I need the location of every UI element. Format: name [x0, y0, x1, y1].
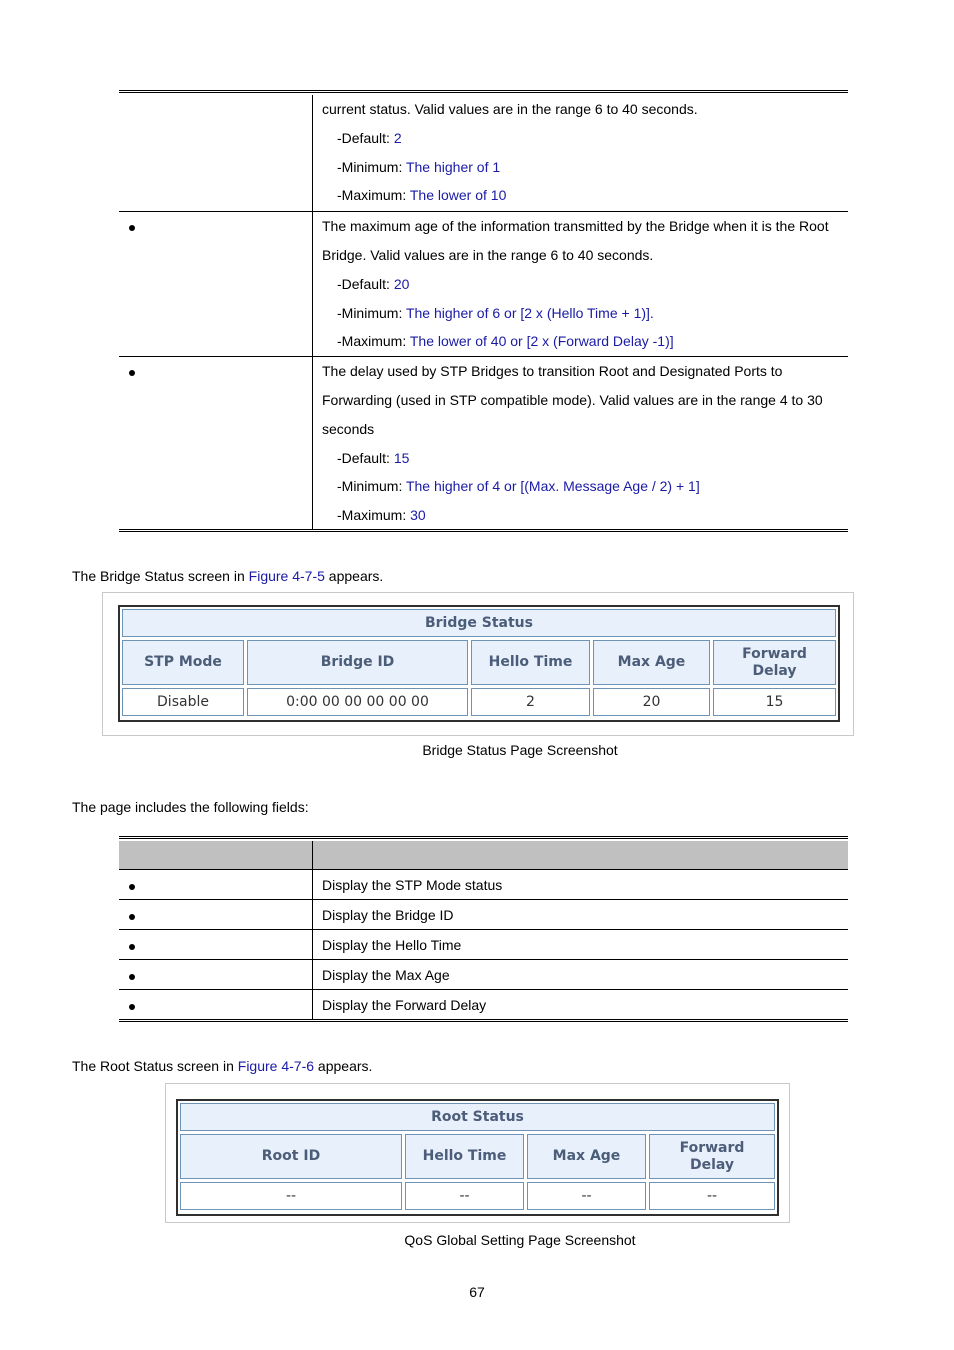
fields-header-row	[119, 841, 848, 870]
param-desc-line: Forwarding (used in STP compatible mode). Valid values are in the range 4 to 30	[322, 391, 823, 408]
value-hello-time: 2	[471, 688, 590, 716]
param-desc-line: seconds	[322, 420, 375, 437]
bridge-intro-text: The Bridge Status screen in Figure 4-7-5 appears.	[72, 568, 384, 584]
root-status-screenshot	[165, 1083, 790, 1223]
value-max-age: 20	[593, 688, 710, 716]
header-forward-delay: Forward Delay	[649, 1134, 775, 1179]
param-name-cell	[119, 95, 313, 212]
value-bridge-id: 0:00 00 00 00 00 00	[247, 688, 468, 716]
header-stp-mode: STP Mode	[122, 640, 244, 685]
header-max-age: Max Age	[527, 1134, 646, 1179]
param-row-forward-delay	[119, 357, 848, 530]
param-desc-line: The delay used by STP Bridges to transition Root and Designated Ports to	[322, 363, 783, 380]
header-hello-time: Hello Time	[405, 1134, 524, 1179]
param-name-cell	[119, 212, 313, 357]
value-max-age: --	[527, 1182, 646, 1210]
bridge-status-title: Bridge Status	[122, 609, 836, 637]
header-root-id: Root ID	[180, 1134, 402, 1179]
param-desc-cell	[313, 95, 849, 212]
param-minimum: -Minimum: The higher of 4 or [(Max. Message Age / 2) + 1]	[337, 478, 700, 495]
value-stp-mode: Disable	[122, 688, 244, 716]
table-bottom-rule	[119, 529, 848, 532]
bullet-icon	[129, 1004, 135, 1010]
header-forward-delay: Forward Delay	[713, 640, 836, 685]
header-hello-time: Hello Time	[471, 640, 590, 685]
table-row: Display the Bridge ID	[119, 900, 848, 930]
fields-table-bottom-rule	[119, 1019, 848, 1022]
param-desc-cell	[313, 357, 849, 530]
param-maximum: -Maximum: The lower of 10	[337, 187, 507, 204]
header-max-age: Max Age	[593, 640, 710, 685]
param-row-max-age	[119, 212, 848, 357]
fields-table	[119, 841, 848, 1019]
param-desc-cell	[313, 212, 849, 357]
param-maximum: -Maximum: 30	[337, 507, 426, 524]
table-row: Display the Hello Time	[119, 930, 848, 960]
value-root-id: --	[180, 1182, 402, 1210]
root-caption: QoS Global Setting Page Screenshot	[404, 1232, 636, 1248]
bullet-icon	[129, 884, 135, 890]
param-row-hello-time	[119, 95, 848, 212]
parameter-table	[119, 95, 848, 530]
param-desc-line: current status. Valid values are in the range 6 to 40 seconds.	[322, 101, 698, 117]
bullet-icon	[129, 944, 135, 950]
bridge-caption: Bridge Status Page Screenshot	[422, 742, 618, 758]
bridge-status-table	[118, 605, 840, 722]
value-hello-time: --	[405, 1182, 524, 1210]
param-desc-line: The maximum age of the information transmitted by the Bridge when it is the Root	[322, 218, 829, 235]
bridge-status-screenshot	[102, 592, 854, 736]
param-maximum: -Maximum: The lower of 40 or [2 x (Forward Delay -1)]	[337, 333, 674, 350]
table-row: Display the STP Mode status	[119, 870, 848, 900]
page-number: 67	[469, 1284, 485, 1300]
value-forward-delay: --	[649, 1182, 775, 1210]
param-desc-line: Bridge. Valid values are in the range 6 to 40 seconds.	[322, 246, 654, 263]
param-minimum: -Minimum: The higher of 6 or [2 x (Hello Time + 1)].	[337, 304, 654, 321]
bullet-icon	[129, 914, 135, 920]
fields-table-top-rule	[119, 836, 848, 839]
table-row: Display the Max Age	[119, 960, 848, 990]
bullet-icon	[129, 225, 135, 231]
bullet-icon	[129, 370, 135, 376]
value-forward-delay: 15	[713, 688, 836, 716]
param-minimum: -Minimum: The higher of 1	[337, 158, 501, 175]
header-bridge-id: Bridge ID	[247, 640, 468, 685]
param-default: -Default: 15	[337, 449, 410, 466]
param-name-cell	[119, 357, 313, 530]
table-row: Display the Forward Delay	[119, 990, 848, 1020]
root-intro-text: The Root Status screen in Figure 4-7-6 appears.	[72, 1058, 373, 1074]
root-status-title: Root Status	[180, 1103, 775, 1131]
figure-link[interactable]: Figure 4-7-6	[237, 1058, 315, 1074]
bullet-icon	[129, 974, 135, 980]
table-top-rule	[119, 90, 848, 93]
param-default: -Default: 20	[337, 275, 410, 292]
fields-intro-text: The page includes the following fields:	[72, 799, 309, 815]
param-default: -Default: 2	[337, 129, 402, 146]
figure-link[interactable]: Figure 4-7-5	[248, 568, 325, 584]
root-status-table	[176, 1099, 779, 1216]
